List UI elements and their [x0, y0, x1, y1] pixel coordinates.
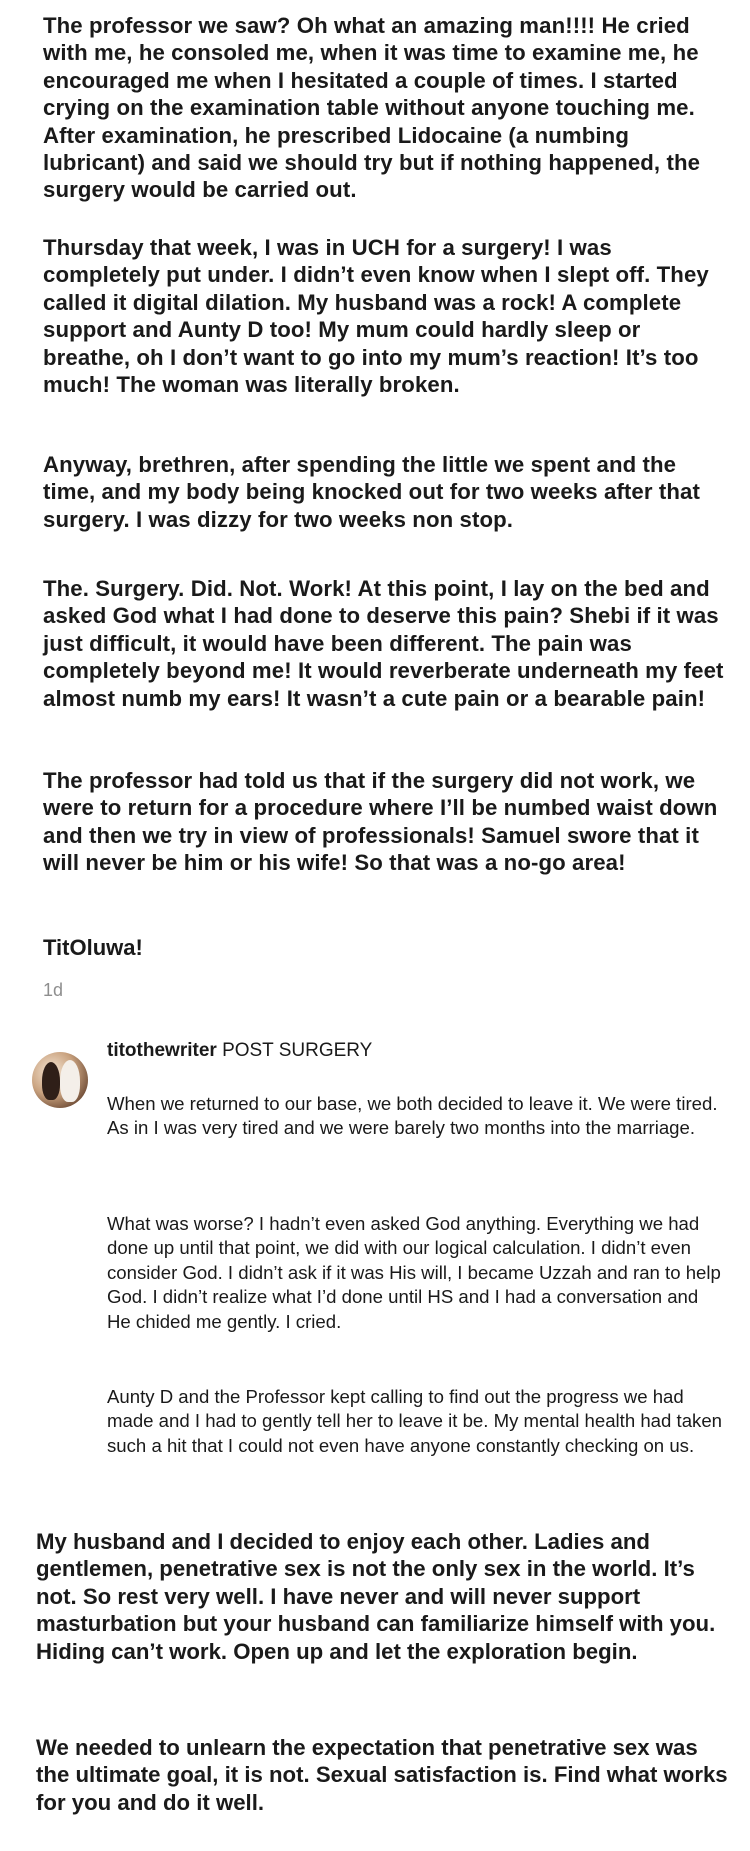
closing-paragraph: My husband and I decided to enjoy each other. Ladies and gentlemen, penetrative sex is not the only sex in the world. It’s not. So rest very well. I have never and will never support masturbation but your husband can familiarize himself with you. Hiding can’t work. Open up and let the exploration begin.	[36, 1529, 716, 1664]
couple-avatar-icon[interactable]	[32, 1052, 88, 1108]
post-signature: TitOluwa!	[43, 935, 143, 960]
comment-username[interactable]: titothewriter	[107, 1040, 217, 1061]
comment-paragraph: Aunty D and the Professor kept calling to find out the progress we had made and I had to gently tell her to leave it be. My mental health had taken such a hit that I could not even have anyone constantly checking on us.	[107, 1386, 723, 1456]
post-paragraph: The professor we saw? Oh what an amazing man!!!! He cried with me, he consoled me, when it was time to examine me, he encouraged me when I hesitated a couple of times. I started crying on the examination table without anyone touching me. After examination, he prescribed Lidocaine (a numbing lubricant) and said we should try but if nothing happened, the surgery would be carried out.	[43, 13, 701, 203]
post-paragraph: Thursday that week, I was in UCH for a surgery! I was completely put under. I didn’t even know when I slept off. They called it digital dilation. My husband was a rock! A complete support and Aunty D too! My mum could hardly sleep or breathe, oh I don’t want to go into my mum’s reaction! It’s too much! The woman was literally broken.	[43, 235, 709, 398]
post-timestamp[interactable]: 1d	[43, 980, 64, 1000]
comment-tag: POST SURGERY	[222, 1040, 373, 1061]
post-paragraph: The professor had told us that if the surgery did not work, we were to return for a procedure where I’ll be numbed waist down and then we try in view of professionals! Samuel swore that it will never be him or his wife! So that was a no-go area!	[43, 768, 718, 876]
comment-header	[107, 1040, 372, 1062]
post-paragraph: Anyway, brethren, after spending the little we spent and the time, and my body being knocked out for two weeks after that surgery. I was dizzy for two weeks non stop.	[43, 452, 700, 532]
comment-paragraph: When we returned to our base, we both decided to leave it. We were tired. As in I was very tired and we were barely two months into the marriage.	[107, 1093, 718, 1139]
comment-paragraph: What was worse? I hadn’t even asked God anything. Everything we had done up until that point, we did with our logical calculation. I didn’t even consider God. I didn’t ask if it was His will, I became Uzzah and ran to help God. I didn’t realize what I’d done until HS and I had a conversation and He chided me gently. I cried.	[107, 1213, 721, 1332]
post-paragraph: The. Surgery. Did. Not. Work! At this point, I lay on the bed and asked God what I had done to deserve this pain? Shebi if it was just difficult, it would have been different. The pain was completely beyond me! It would reverberate underneath my feet almost numb my ears! It wasn’t a cute pain or a bearable pain!	[43, 576, 724, 711]
closing-paragraph: We needed to unlearn the expectation that penetrative sex was the ultimate goal, it is not. Sexual satisfaction is. Find what works for you and do it well.	[36, 1735, 728, 1815]
